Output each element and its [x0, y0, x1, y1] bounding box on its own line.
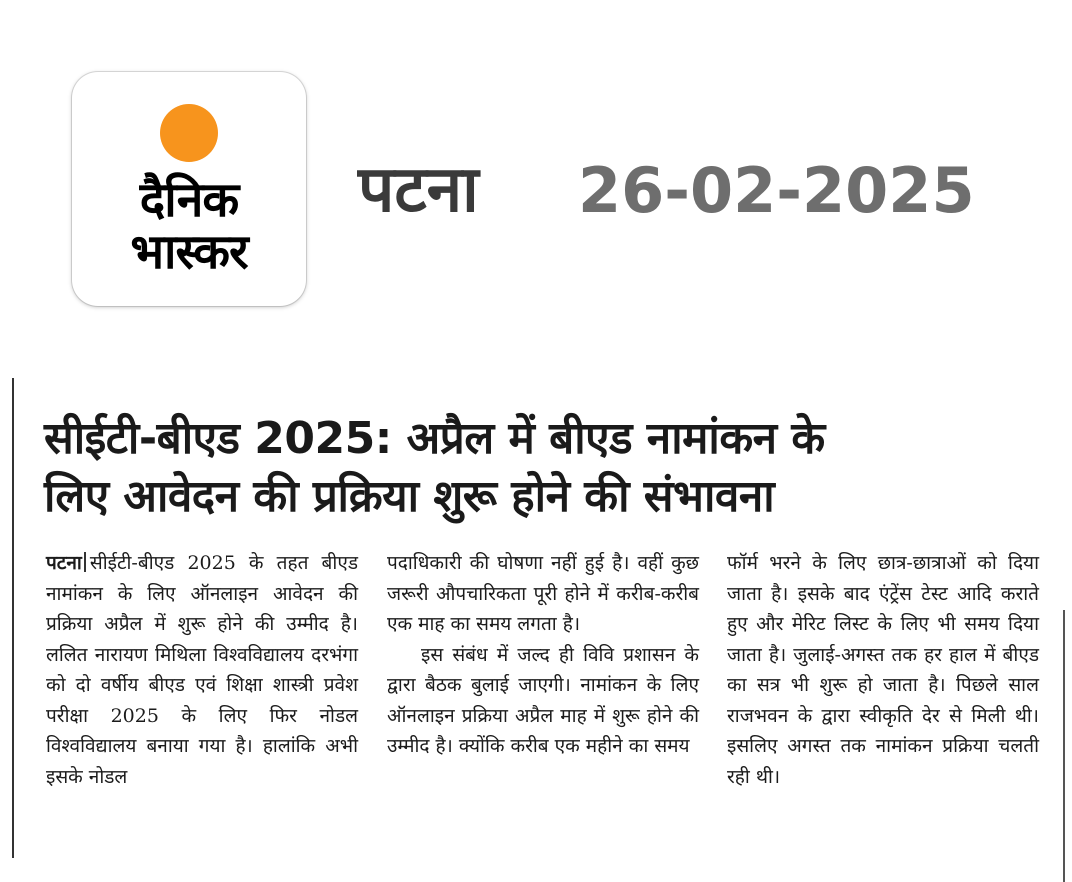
article-column-2 — [387, 548, 699, 762]
column-1-text: सीईटी-बीएड 2025 के तहत बीएड नामांकन के लिए ऑनलाइन आवेदन की प्रक्रिया अप्रैल में शुरू होने की उम्मीद है। ललित नारायण मिथिला विश्वविद्यालय दरभंगा को दो वर्षीय बीएड एवं शिक्षा शास्त्री प्रवेश परीक्षा 2025 के लिए फिर नोडल विश्वविद्यालय बनाया गया है। हालांकि अभी इसके नोडल — [46, 552, 358, 788]
article-dateline: पटना — [46, 552, 82, 574]
sun-logo-icon — [160, 104, 218, 162]
logo-word-dainik: दैनिक — [139, 172, 239, 228]
article-headline — [44, 410, 1054, 526]
dateline-separator — [84, 552, 86, 572]
column-1-paragraph — [46, 548, 358, 792]
column-2-paragraph-1: पदाधिकारी की घोषणा नहीं हुई है। वहीं कुछ जरूरी औपचारिकता पूरी होने में करीब-करीब एक माह का समय लगता है। — [387, 552, 699, 635]
newspaper-logo — [72, 72, 306, 306]
column-3-paragraph: फॉर्म भरने के लिए छात्र-छात्राओं को दिया जाता है। इसके बाद एंट्रेंस टेस्ट आदि कराते हुए और मेरिट लिस्ट के लिए भी समय दिया जाता है। जुलाई-अगस्त तक हर हाल में बीएड का सत्र भी शुरू हो जाता है। पिछले साल राजभवन के द्वारा स्वीकृति देर से मिली थी। इसलिए अगस्त तक नामांकन प्रक्रिया चलती रही थी। — [727, 552, 1039, 788]
headline-line-2: लिए आवेदन की प्रक्रिया शुरू होने की संभावना — [44, 471, 775, 522]
headline-line-1: सीईटी-बीएड 2025: अप्रैल में बीएड नामांकन के — [44, 413, 825, 464]
edition-date: 26-02-2025 — [578, 154, 975, 227]
article-column-3 — [727, 548, 1039, 792]
right-column-rule — [1063, 610, 1065, 882]
column-2-paragraph-2: इस संबंध में जल्द ही विवि प्रशासन के द्वारा बैठक बुलाई जाएगी। नामांकन के लिए ऑनलाइन प्रक्रिया अप्रैल माह में शुरू होने की उम्मीद है। क्योंकि करीब एक महीने का समय — [387, 643, 699, 757]
edition-city: पटना — [358, 153, 479, 227]
logo-word-bhaskar: भास्कर — [130, 224, 248, 280]
article-column-1 — [46, 548, 358, 792]
left-column-rule — [12, 378, 14, 858]
